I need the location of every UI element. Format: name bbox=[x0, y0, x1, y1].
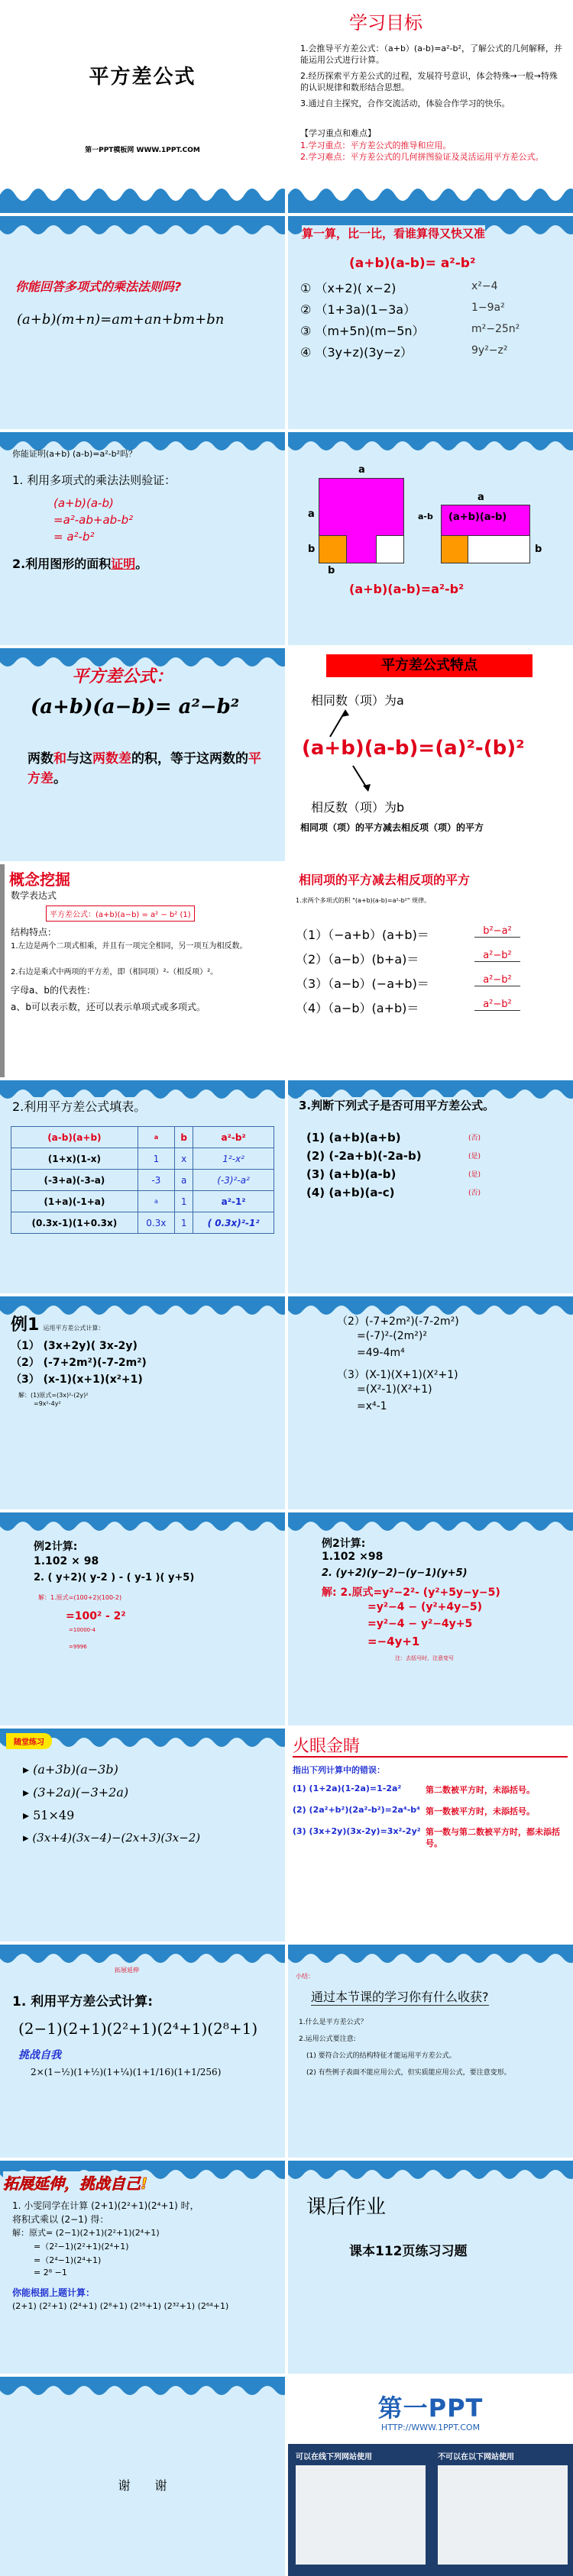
slide-15-res-2: =10000-4 bbox=[69, 1627, 96, 1633]
slide-20-line-1: 1.什么是平方差公式？ bbox=[299, 2019, 367, 2026]
slide-13-row-3: （3） (x-1)(x+1)(x²+1) bbox=[11, 1374, 143, 1386]
slide-16-title: 例2计算: bbox=[322, 1538, 366, 1550]
slide-21-question: 你能根据上题计算： bbox=[12, 2287, 96, 2298]
slide-21-question-2: (2+1) (2²+1) (2⁴+1) (2⁸+1) (2¹⁶+1) (2³²+1) (2⁶⁴+1) bbox=[12, 2301, 229, 2311]
table-cell: 1²-x² bbox=[193, 1148, 274, 1170]
slide-24 bbox=[288, 2377, 573, 2576]
slide-7 bbox=[0, 648, 285, 861]
bullet-icon: ▸ bbox=[23, 1831, 33, 1845]
slide-7-desc bbox=[28, 749, 264, 789]
slide-21-title: 拓展延伸，挑战自己! bbox=[3, 2171, 147, 2193]
slide-12-row-2: (2) (-2a+b)(-2a-b) bbox=[306, 1149, 422, 1163]
slide-16-line-1: 1.102 ×98 bbox=[322, 1551, 384, 1563]
slide-4-row-2-result: 1−9a² bbox=[471, 302, 505, 314]
slide-17 bbox=[0, 1729, 285, 1942]
slide-5-math-1: (a+b)(a-b) bbox=[53, 496, 114, 510]
desc-6: 平方差 bbox=[28, 751, 261, 786]
slide-8-title: 平方差公式特点 bbox=[326, 654, 533, 677]
table-cell: a bbox=[138, 1127, 174, 1148]
slide-19-formula: (2−1)(2+1)(2²+1)(2⁴+1)(2⁸+1) bbox=[18, 2019, 258, 2038]
slide-9-p1: 1.左边是两个二项式相乘，并且有一项完全相同，另一项互为相反数。 bbox=[11, 942, 248, 951]
table-row bbox=[11, 1191, 274, 1212]
wave-decoration bbox=[288, 432, 573, 455]
slide-1 bbox=[0, 0, 285, 213]
slide-18-row-3: (3) (3x+2y)(3x-2y)=3x²-2y² bbox=[293, 1826, 421, 1836]
table-cell: a bbox=[138, 1191, 174, 1212]
arrow-same bbox=[326, 708, 372, 738]
slide-12-row-3: (3) (a+b)(a-b) bbox=[306, 1167, 397, 1181]
slide-4-row-4 bbox=[300, 343, 413, 360]
slide-12-row-1-result: (否) bbox=[468, 1135, 481, 1142]
fill-table bbox=[11, 1126, 274, 1234]
slide-14-line-3: =49-4m⁴ bbox=[357, 1347, 405, 1359]
slide-10-row-4-result: a²−b² bbox=[474, 999, 520, 1011]
slide-5 bbox=[0, 432, 285, 645]
slide-2-key-2: 2.学习难点：平方差公式的几何拼图验证及灵活运用平方差公式。 bbox=[300, 152, 544, 162]
slide-11-title: 2.利用平方差公式填表。 bbox=[12, 1097, 146, 1115]
slide-6-formula: (a+b)(a-b)=a²-b² bbox=[349, 582, 465, 596]
slide-19-badge: 拓展延伸 bbox=[115, 1967, 139, 1974]
slide-10-sub: 1.求两个多项式的积 "(a+b)(a-b)=a²-b²" 规律。 bbox=[296, 897, 431, 904]
slide-13 bbox=[0, 1296, 285, 1509]
table-row bbox=[11, 1148, 274, 1170]
slide-9-box: 平方差公式：(a+b)(a−b) = a² − b² (1) bbox=[46, 905, 195, 922]
slide-21 bbox=[0, 2161, 285, 2374]
title-rule bbox=[293, 1756, 568, 1758]
desc-5: 的积，等于这两数的 bbox=[131, 751, 248, 767]
arrow-opp bbox=[342, 763, 387, 793]
slide-15-line-2: 2. ( y+2)( y-2 ) - ( y-1 )( y+5) bbox=[34, 1572, 195, 1583]
table-cell: 0.3x bbox=[138, 1212, 174, 1234]
row-num: ④ bbox=[300, 345, 312, 360]
slide-5-math-3: = a²-b² bbox=[53, 530, 95, 544]
slide-7-title: 平方差公式： bbox=[72, 667, 173, 686]
ppt-url[interactable]: HTTP://WWW.1PPT.COM bbox=[380, 2423, 481, 2432]
slide-17-row-4 bbox=[23, 1831, 200, 1845]
slide-5-line-2 bbox=[12, 554, 147, 572]
slide-16 bbox=[288, 1512, 573, 1725]
slide-9-struct: 结构特点： bbox=[11, 927, 57, 938]
wave-decoration bbox=[0, 2377, 285, 2400]
slide-14-line-6: =x⁴-1 bbox=[357, 1400, 387, 1412]
slide-5-question: 你能证明(a+b) (a-b)=a²-b²吗？ bbox=[12, 449, 138, 459]
slide-2-item-1: 1.会推导平方差公式：（a+b）(a-b)=a²-b²，了解公式的几何解释，并能运用公式进行计算。 bbox=[300, 44, 562, 65]
slide-22-sub: 课本112页练习习题 bbox=[349, 2244, 468, 2259]
slide-20-badge: 小结： bbox=[296, 1973, 314, 1980]
slide-12 bbox=[288, 1080, 573, 1293]
slide-19-line-1: 1. 利用平方差公式计算: bbox=[12, 1994, 154, 2009]
slide-1-title: 平方差公式 bbox=[89, 66, 196, 89]
exercise-expr: 51×49 bbox=[33, 1808, 75, 1822]
slide-7-formula: (a+b)(a−b)= a²−b² bbox=[31, 696, 240, 718]
table-cell: 1 bbox=[175, 1212, 193, 1234]
table-cell: (1+a)(-1+a) bbox=[11, 1191, 138, 1212]
slide-10-row-1-result: b²−a² bbox=[474, 925, 520, 938]
slide-12-title: 3.判断下列式子是否可用平方差公式。 bbox=[299, 1099, 495, 1112]
slide-23 bbox=[0, 2377, 285, 2576]
slide-14-line-5: =(X²-1)(X²+1) bbox=[357, 1383, 432, 1396]
slide-19 bbox=[0, 1945, 285, 2158]
row-num: ① bbox=[300, 281, 312, 295]
left-stripe bbox=[0, 864, 5, 1077]
slide-12-row-4-result: (否) bbox=[468, 1190, 481, 1197]
slide-1-site: 第一PPT模板网 WWW.1PPT.COM bbox=[85, 147, 200, 154]
slide-10-row-3: （3）（a−b）(−a+b)＝ bbox=[296, 976, 429, 991]
table-header bbox=[11, 1127, 274, 1148]
slide-5-math-2: =a²-ab+ab-b² bbox=[53, 513, 134, 527]
slide-20 bbox=[288, 1945, 573, 2158]
slide-8 bbox=[288, 648, 573, 861]
slide-12-row-2-result: (是) bbox=[468, 1153, 481, 1160]
slide-4-row-1 bbox=[300, 279, 396, 296]
table-cell: a²-1² bbox=[193, 1191, 274, 1212]
slide-2-key-title: 【学习重点和难点】 bbox=[300, 128, 376, 138]
table-cell: -3 bbox=[138, 1170, 174, 1191]
slide-8-formula: (a+b)(a-b)=(a)²-(b)² bbox=[302, 737, 525, 760]
table-row bbox=[11, 1170, 274, 1191]
line-2-c: 。 bbox=[135, 557, 148, 571]
rectangle-white bbox=[468, 535, 530, 563]
exercise-expr: (3x+4)(3x−4)−(2x+3)(3x−2) bbox=[32, 1831, 201, 1845]
slide-16-line-2: 2. (y+2)(y−2)−(y−1)(y+5) bbox=[322, 1567, 468, 1579]
table-cell: x bbox=[175, 1148, 193, 1170]
slide-12-row-1: (1) (a+b)(a+b) bbox=[306, 1131, 401, 1144]
slide-12-row-3-result: (是) bbox=[468, 1171, 481, 1179]
slide-10-row-4: （4）（a−b）(a+b)＝ bbox=[296, 1001, 419, 1015]
slide-2 bbox=[288, 0, 573, 213]
row-num: ② bbox=[300, 302, 312, 317]
desc-2: 和 bbox=[53, 751, 66, 767]
slide-4-row-1-result: x²−4 bbox=[471, 280, 498, 292]
slide-18 bbox=[288, 1729, 573, 1942]
table-cell: ( 0.3x)²-1² bbox=[193, 1212, 274, 1234]
exercise-expr: (a+3b)(a−3b) bbox=[33, 1762, 118, 1777]
slide-16-sol-3: =y²−4 − y²−4y+5 bbox=[367, 1618, 473, 1630]
table-cell: (a-b)(a+b) bbox=[11, 1127, 138, 1148]
slide-16-sol-1: 解: 2.原式=y²−2²- (y²+5y−y−5) bbox=[322, 1587, 500, 1599]
slide-9-p2: 2.右边是乘式中两项的平方差，即（相同项）²-（相反项）²。 bbox=[11, 968, 219, 976]
slide-22-title: 课后作业 bbox=[306, 2196, 387, 2219]
slide-4 bbox=[288, 216, 573, 429]
label-b-right: b bbox=[535, 544, 542, 555]
slide-16-sol-2: =y²−4 − (y²+4y−5) bbox=[367, 1601, 483, 1613]
slide-15-sol: 解：1.原式=(100+2)(100-2) bbox=[38, 1594, 122, 1601]
slide-17-row-1 bbox=[23, 1762, 118, 1777]
table-cell: (0.3x-1)(1+0.3x) bbox=[11, 1212, 138, 1234]
slide-18-sub: 指出下列计算中的错误： bbox=[293, 1765, 385, 1775]
slide-20-line-4: (2) 有些例子表面不能应用公式，但实质能应用公式，要注意变形。 bbox=[306, 2069, 511, 2077]
slide-20-question: 通过本节课的学习你有什么收获? bbox=[311, 1987, 489, 2006]
exercise-expr: (3+2a)(−3+2a) bbox=[33, 1785, 129, 1800]
slide-14 bbox=[288, 1296, 573, 1509]
slide-9-sub: 数学表达式 bbox=[11, 890, 57, 901]
row-expr: （3y+z)(3y−z） bbox=[315, 345, 413, 360]
table-cell: b bbox=[175, 1127, 193, 1148]
slide-3-question: 你能回答多项式的乘法法则吗? bbox=[15, 279, 182, 294]
slide-10-row-3-result: a²−b² bbox=[474, 974, 520, 986]
desc-7: 。 bbox=[53, 771, 66, 786]
slide-22 bbox=[288, 2161, 573, 2374]
slide-4-head: (a+b)(a-b)= a²-b² bbox=[349, 256, 476, 271]
slide-14-line-2: =(-7)²-(2m²)² bbox=[357, 1330, 427, 1342]
slide-17-badge: 随堂练习 bbox=[6, 1733, 52, 1749]
desc-3: 与这 bbox=[66, 751, 92, 767]
slide-18-row-1-result: 第二数被平方时，未添括号。 bbox=[426, 1785, 535, 1795]
example-label: 例1 bbox=[11, 1315, 40, 1335]
slide-20-line-2: 2.运用公式要注意: bbox=[299, 2035, 356, 2043]
slide-21-line-3: 解：原式= (2−1)(2+1)(2²+1)(2⁴+1) bbox=[12, 2228, 160, 2238]
wave-decoration bbox=[288, 1512, 573, 1535]
slide-13-title bbox=[11, 1312, 104, 1335]
wave-decoration bbox=[0, 216, 285, 239]
example-sub: 运用平方差公式计算： bbox=[43, 1325, 105, 1332]
slide-21-line-4: =（2²−1)(2²+1)(2⁴+1) bbox=[34, 2242, 129, 2252]
slide-18-row-3-result: 第一数与第二数被平方时，都未添括号。 bbox=[426, 1827, 560, 1848]
slide-4-row-2 bbox=[300, 300, 416, 318]
slide-6 bbox=[288, 432, 573, 645]
line-2-a: 2.利用图形的面积 bbox=[12, 557, 112, 571]
slide-8-same: 相同数（项）为a bbox=[311, 693, 404, 708]
panel-right-title: 不可以在以下网站使用 bbox=[438, 2453, 514, 2461]
desc-4: 两数差 bbox=[92, 751, 131, 767]
desc-1: 两数 bbox=[28, 751, 53, 767]
slide-13-sol-2: =9x²-4y² bbox=[34, 1400, 61, 1407]
table-cell: a²-b² bbox=[193, 1127, 274, 1148]
label-a-left: a bbox=[308, 508, 315, 520]
slide-16-sol-4: =−4y+1 bbox=[367, 1635, 420, 1648]
table-cell: (-3+a)(-3-a) bbox=[11, 1170, 138, 1191]
slide-4-row-4-result: 9y²−z² bbox=[471, 344, 508, 357]
slide-13-row-1: （1） (3x+2y)( 3x-2y) bbox=[11, 1340, 138, 1352]
slide-15-line-1: 1.102 × 98 bbox=[34, 1555, 99, 1567]
slide-10-row-2-result: a²−b² bbox=[474, 950, 520, 962]
label-amb-left: a-b bbox=[418, 512, 433, 521]
slide-10-row-2: （2）（a−b）(b+a)＝ bbox=[296, 952, 419, 967]
label-b-bottom: b bbox=[328, 565, 335, 576]
slide-4-title: 算一算，比一比，看谁算得又快又准 bbox=[302, 227, 486, 240]
bullet-icon: ▸ bbox=[23, 1808, 34, 1822]
bullet-icon: ▸ bbox=[23, 1762, 34, 1777]
slide-3-formula: (a+b)(m+n)=am+an+bm+bn bbox=[17, 312, 225, 328]
table-cell: a bbox=[175, 1170, 193, 1191]
slide-18-row-1: (1) (1+2a)(1-2a)=1-2a² bbox=[293, 1784, 402, 1793]
panel-right-list bbox=[438, 2465, 568, 2565]
slide-18-title: 火眼金睛 bbox=[293, 1737, 361, 1756]
slide-8-bottom: 相同项（项）的平方减去相反项（项）的平方 bbox=[300, 822, 484, 833]
table-cell: (1+x)(1-x) bbox=[11, 1148, 138, 1170]
wave-decoration bbox=[0, 1945, 285, 1968]
slide-23-text: 谢 谢 bbox=[118, 2478, 167, 2493]
slide-9 bbox=[0, 864, 285, 1077]
line-2-b[interactable]: 证明 bbox=[111, 557, 136, 571]
wave-decoration bbox=[288, 1945, 573, 1968]
slide-21-line-5: =（2⁴−1)(2⁴+1) bbox=[34, 2255, 102, 2265]
label-a-top: a bbox=[358, 464, 365, 476]
row-expr: （1+3a)(1−3a） bbox=[315, 302, 416, 317]
slide-9-p3: 字母a、b的代表性： bbox=[11, 985, 96, 996]
rectangle-orange bbox=[441, 535, 469, 563]
wave-decoration bbox=[288, 2161, 573, 2184]
slide-13-row-2: （2） (-7+2m²)(-7-2m²) bbox=[11, 1357, 147, 1369]
slide-21-line-2: 将积式乘以 (2−1) 得： bbox=[12, 2214, 109, 2225]
slide-4-row-3 bbox=[300, 321, 425, 339]
panel-left-list bbox=[296, 2465, 426, 2565]
slide-18-row-2-result: 第一数被平方时，未添括号。 bbox=[426, 1806, 535, 1816]
slide-4-row-3-result: m²−25n² bbox=[471, 323, 520, 335]
table-cell: (-3)²-a² bbox=[193, 1170, 274, 1191]
slide-17-row-3 bbox=[23, 1808, 74, 1822]
slide-10 bbox=[288, 864, 573, 1077]
slide-9-p4: a、b可以表示数，还可以表示单项式或多项式。 bbox=[11, 1002, 206, 1012]
ppt-logo: 第一PPT bbox=[377, 2394, 484, 2423]
square-white bbox=[376, 535, 404, 563]
slide-19-formula-2: 2×(1−½)(1+½)(1+¼)(1+1/16)(1+1/256) bbox=[31, 2067, 222, 2077]
slide-2-title: 学习目标 bbox=[349, 12, 422, 34]
slide-15-res-1: =100² - 2² bbox=[66, 1610, 126, 1622]
square-b-b bbox=[319, 535, 347, 563]
wave-decoration bbox=[288, 182, 573, 213]
slide-18-row-2: (2) (2a²+b²)(2a²-b²)=2a⁴-b⁴ bbox=[293, 1805, 420, 1815]
slide-13-sol-1: 解：(1)原式=(3x)²-(2y)² bbox=[18, 1392, 89, 1399]
slide-5-line-1: 1. 利用多项式的乘法法则验证： bbox=[12, 473, 176, 487]
label-b-left: b bbox=[308, 544, 316, 555]
slide-3 bbox=[0, 216, 285, 429]
slide-2-item-2: 2.经历探索平方差公式的过程，发展符号意识，体会特殊→一般→特殊的认识规律和数形结合思想。 bbox=[300, 71, 558, 92]
label-rect: (a+b)(a-b) bbox=[448, 512, 507, 523]
slide-10-row-1: （1）（−a+b）(a+b)＝ bbox=[296, 928, 429, 942]
slide-15-title: 例2计算: bbox=[34, 1541, 78, 1553]
row-num: ③ bbox=[300, 324, 312, 338]
slide-10-title: 相同项的平方减去相反项的平方 bbox=[299, 873, 471, 887]
slide-17-row-2 bbox=[23, 1785, 128, 1800]
slide-16-note: 注：去括号时，注意变号 bbox=[395, 1655, 454, 1661]
slide-20-line-3: (1) 要符合公式的结构特征才能运用平方差公式。 bbox=[306, 2052, 456, 2060]
row-expr: （x+2)( x−2) bbox=[315, 281, 397, 295]
slide-14-line-4: （3）(X-1)(X+1)(X²+1) bbox=[337, 1369, 458, 1381]
slide-19-challenge: 挑战自我 bbox=[18, 2049, 61, 2061]
slide-14-line-1: （2）(-7+2m²)(-7-2m²) bbox=[337, 1315, 459, 1328]
table-cell: 1 bbox=[138, 1148, 174, 1170]
slide-8-opp: 相反数（项）为b bbox=[311, 800, 405, 815]
slide-2-key-1: 1.学习重点：平方差公式的推导和应用。 bbox=[300, 140, 452, 150]
wave-decoration bbox=[0, 182, 285, 213]
table-row bbox=[11, 1212, 274, 1234]
slide-11 bbox=[0, 1080, 285, 1293]
slide-21-line-6: = 2⁸ −1 bbox=[34, 2268, 67, 2277]
slide-15-res-3: =9996 bbox=[69, 1644, 87, 1650]
wave-decoration bbox=[0, 1512, 285, 1535]
panel-left-title: 可以在线下列网站使用 bbox=[296, 2453, 372, 2461]
slide-15 bbox=[0, 1512, 285, 1725]
table-cell: 1 bbox=[175, 1191, 193, 1212]
slide-12-row-4: (4) (a+b)(a-c) bbox=[306, 1186, 395, 1199]
slide-21-line-1: 1. 小雯同学在计算 (2+1)(2²+1)(2⁴+1) 时， bbox=[12, 2200, 199, 2211]
label-a-right: a bbox=[478, 492, 484, 503]
slide-2-item-3: 3.通过自主探究，合作交流活动，体验合作学习的快乐。 bbox=[300, 98, 510, 108]
bullet-icon: ▸ bbox=[23, 1785, 34, 1800]
row-expr: （m+5n)(m−5n） bbox=[315, 324, 425, 338]
slide-9-title: 概念挖掘 bbox=[9, 870, 70, 889]
